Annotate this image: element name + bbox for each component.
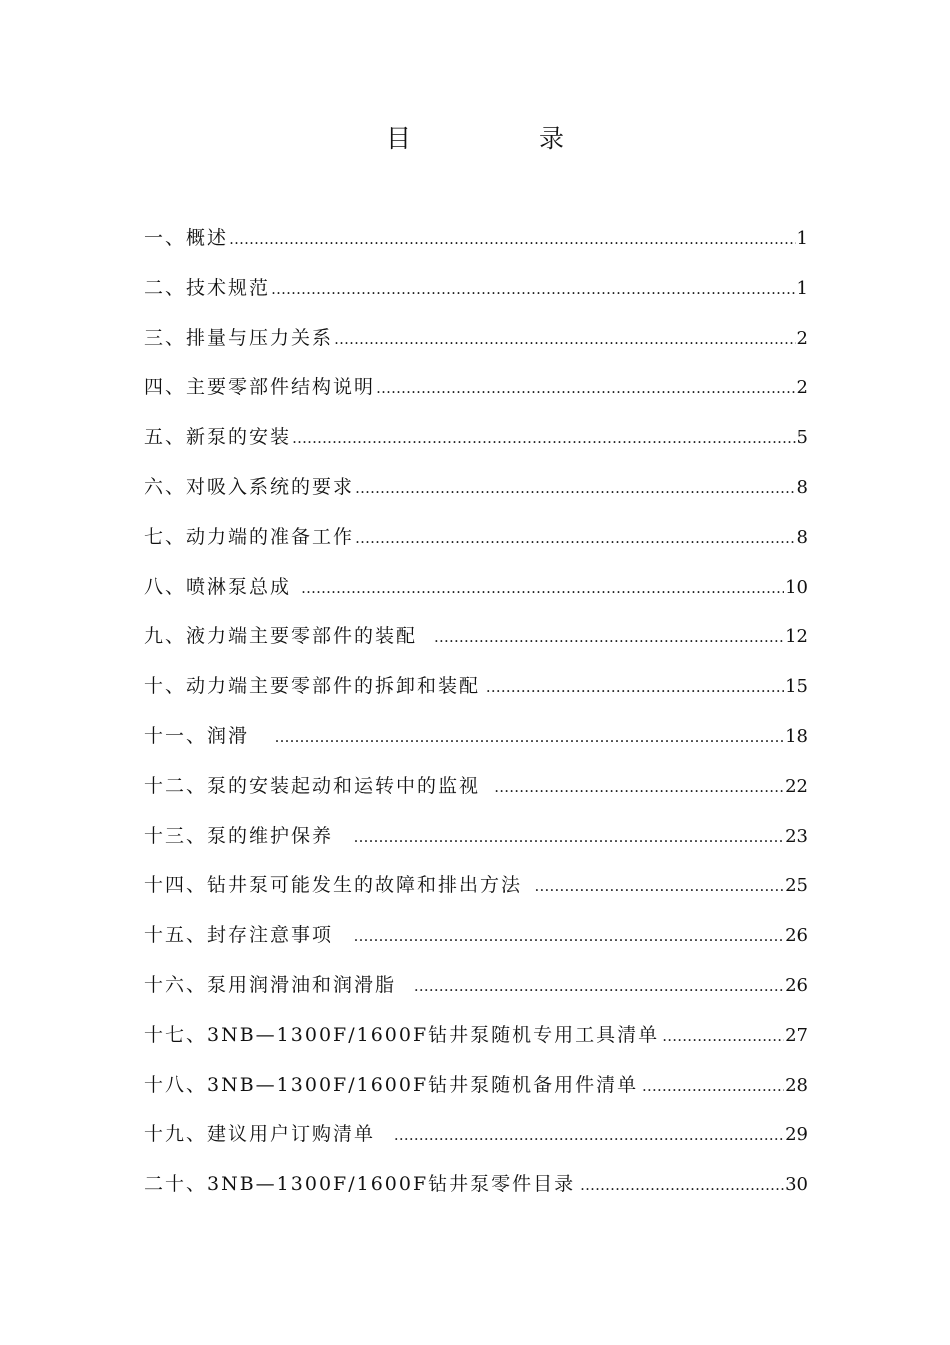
toc-entry-label: 十三、泵的维护保养 [144, 824, 334, 847]
toc-entry-page-number: 15 [785, 676, 808, 698]
toc-leader-dots [355, 471, 796, 505]
toc-leader-dots [274, 720, 784, 754]
toc-leader-dots [271, 272, 796, 306]
toc-entry-page-number: 2 [796, 377, 808, 399]
toc-title: 目 录 [386, 124, 624, 153]
toc-leader-dots [229, 222, 796, 256]
toc-entry-page-number: 18 [785, 725, 808, 747]
toc-entry[interactable] [144, 819, 808, 869]
toc-entry-label: 十、动力端主要零部件的拆卸和装配 [144, 675, 481, 698]
toc-entry[interactable] [144, 370, 808, 420]
toc-entry-label: 十七、3NB—1300F/1600F钻井泵随机专用工具清单 [144, 1023, 660, 1046]
toc-entry[interactable] [144, 520, 808, 570]
toc-entry-page-number: 29 [785, 1124, 808, 1146]
toc-leader-dots [494, 770, 784, 804]
toc-leader-dots [376, 371, 796, 405]
toc-leader-dots [414, 969, 784, 1003]
toc-leader-dots [642, 1069, 784, 1103]
toc-entry-page-number: 30 [785, 1174, 808, 1196]
table-of-contents [144, 221, 808, 1217]
toc-entry-label: 三、排量与压力关系 [144, 326, 334, 349]
toc-entry-page-number: 28 [785, 1074, 808, 1096]
toc-entry-label: 八、喷淋泵总成 [144, 575, 292, 598]
toc-entry-page-number: 8 [796, 526, 808, 548]
toc-leader-dots [534, 869, 784, 903]
toc-entry[interactable] [144, 221, 808, 271]
toc-entry[interactable] [144, 321, 808, 371]
toc-leader-dots [334, 322, 796, 356]
toc-entry-label: 十八、3NB—1300F/1600F钻井泵随机备用件清单 [144, 1073, 639, 1096]
toc-entry[interactable] [144, 1167, 808, 1217]
toc-entry-label: 四、主要零部件结构说明 [144, 376, 376, 399]
toc-entry-label: 六、对吸入系统的要求 [144, 475, 355, 498]
toc-entry-label: 十一、润滑 [144, 724, 250, 747]
toc-leader-dots [301, 571, 784, 605]
toc-entry-label: 二十、3NB—1300F/1600F钻井泵零件目录 [144, 1173, 576, 1196]
toc-entry-page-number: 1 [796, 277, 808, 299]
toc-entry-label: 十九、建议用户订购清单 [144, 1123, 376, 1146]
toc-leader-dots [580, 1168, 784, 1202]
toc-entry-label: 五、新泵的安装 [144, 426, 292, 449]
toc-entry[interactable] [144, 1068, 808, 1118]
toc-entry[interactable] [144, 769, 808, 819]
toc-leader-dots [354, 919, 785, 953]
toc-entry-label: 十二、泵的安装起动和运转中的监视 [144, 774, 481, 797]
toc-leader-dots [394, 1118, 784, 1152]
toc-entry[interactable] [144, 669, 808, 719]
toc-entry-page-number: 26 [785, 974, 808, 996]
toc-entry-label: 二、技术规范 [144, 276, 271, 299]
toc-entry-label: 十五、封存注意事项 [144, 924, 334, 947]
toc-entry-page-number: 27 [785, 1024, 808, 1046]
toc-entry[interactable] [144, 1018, 808, 1068]
toc-entry[interactable] [144, 271, 808, 321]
toc-entry[interactable] [144, 968, 808, 1018]
toc-entry-label: 一、概述 [144, 227, 229, 249]
toc-entry[interactable] [144, 420, 808, 470]
toc-entry-page-number: 5 [796, 427, 808, 449]
toc-entry-page-number: 12 [785, 626, 808, 648]
toc-leader-dots [434, 620, 784, 654]
toc-entry[interactable] [144, 619, 808, 669]
toc-entry-page-number: 25 [785, 875, 808, 897]
toc-entry[interactable] [144, 918, 808, 968]
toc-entry-page-number: 22 [785, 775, 808, 797]
toc-leader-dots [354, 820, 785, 854]
toc-leader-dots [292, 421, 796, 455]
toc-entry-page-number: 26 [785, 925, 808, 947]
toc-leader-dots [662, 1019, 784, 1053]
toc-entry[interactable] [144, 1117, 808, 1167]
toc-entry-page-number: 2 [796, 327, 808, 349]
toc-entry-page-number: 23 [785, 825, 808, 847]
toc-entry-page-number: 10 [785, 576, 808, 598]
toc-leader-dots [355, 521, 796, 555]
toc-entry-label: 十六、泵用润滑油和润滑脂 [144, 973, 397, 996]
toc-entry-label: 九、液力端主要零部件的装配 [144, 625, 418, 648]
toc-entry-label: 七、动力端的准备工作 [144, 525, 355, 548]
toc-entry[interactable] [144, 719, 808, 769]
toc-entry-page-number: 1 [796, 228, 808, 249]
toc-entry[interactable] [144, 868, 808, 918]
toc-entry-page-number: 8 [796, 476, 808, 498]
toc-entry[interactable] [144, 470, 808, 520]
toc-entry[interactable] [144, 570, 808, 620]
toc-leader-dots [486, 670, 784, 704]
toc-entry-label: 十四、钻井泵可能发生的故障和排出方法 [144, 874, 523, 897]
